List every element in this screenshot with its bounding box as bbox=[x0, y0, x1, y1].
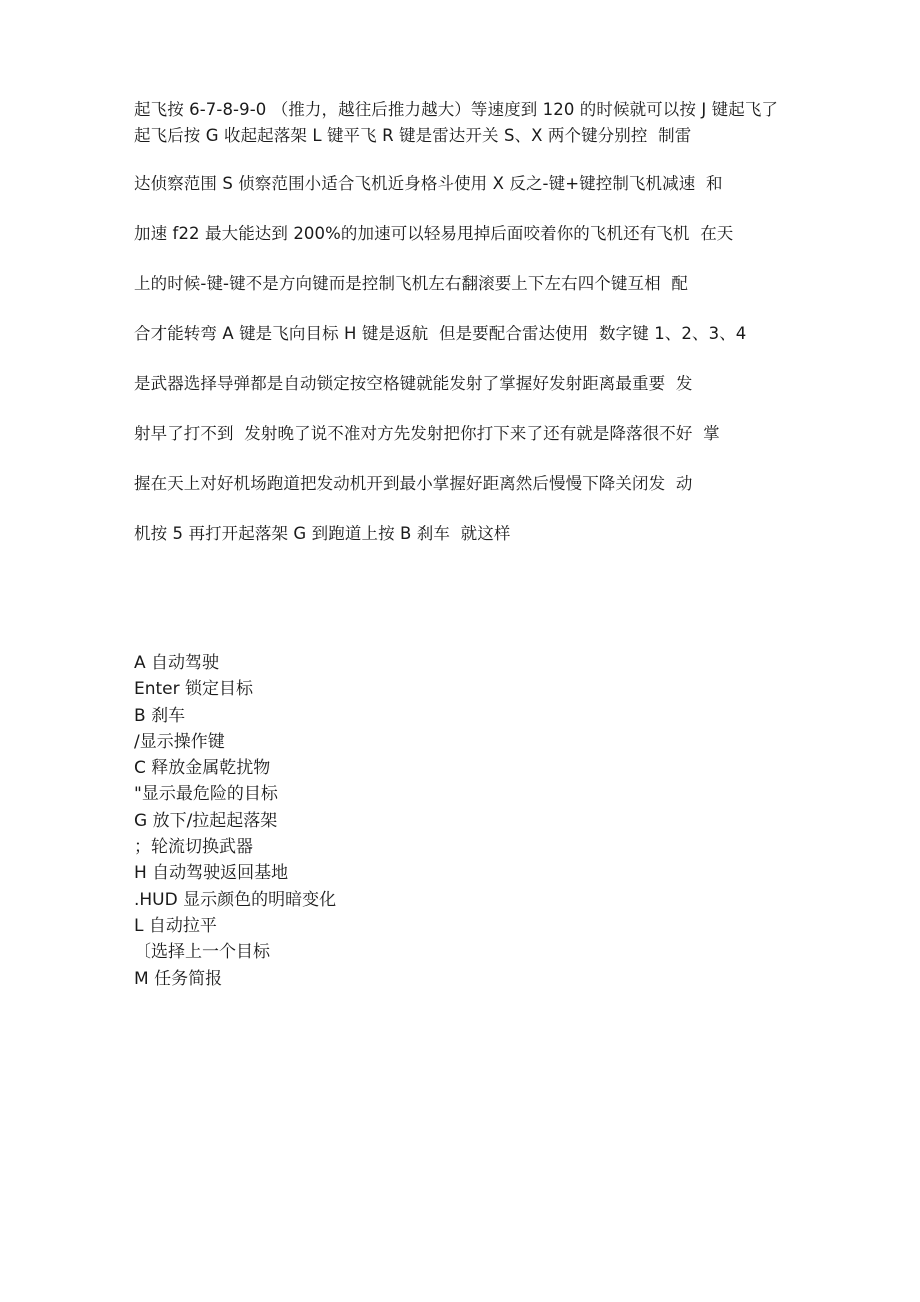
list-item: Enter 锁定目标 bbox=[134, 679, 254, 700]
list-item: C 释放金属乾扰物 bbox=[134, 758, 271, 779]
list-item: M 任务简报 bbox=[134, 968, 223, 989]
paragraph: 机按 5 再打开起落架 G 到跑道上按 B 刹车 就这样 bbox=[134, 524, 511, 543]
paragraph: 射早了打不到 发射晚了说不准对方先发射把你打下来了还有就是降落很不好 掌 bbox=[134, 424, 720, 443]
list-item: .HUD 显示颜色的明暗变化 bbox=[134, 889, 337, 910]
list-item: A 自动驾驶 bbox=[134, 653, 220, 673]
paragraph: 起飞按 6-7-8-9-0 （推力，越往后推力越大）等速度到 120 的时候就可以按 J 键起飞了起飞后按 G 收起起落架 L 键平飞 R 键是雷达开关 S、X 两个键分别控 制雷 bbox=[134, 100, 779, 145]
list-item: G 放下/拉起起落架 bbox=[134, 810, 278, 831]
paragraph: 握在天上对好机场跑道把发动机开到最小掌握好距离然后慢慢下降关闭发 动 bbox=[134, 474, 693, 493]
list-item: B 刹车 bbox=[134, 705, 186, 726]
list-item: ；轮流切换武器 bbox=[134, 837, 253, 858]
list-item: L 自动拉平 bbox=[134, 915, 217, 936]
key-list bbox=[134, 650, 534, 992]
list-item: "显示最危险的目标 bbox=[134, 784, 278, 805]
paragraph: 合才能转弯 A 键是飞向目标 H 键是返航 但是要配合雷达使用 数字键 1、2、3、4 bbox=[134, 324, 747, 343]
paragraph: 达侦察范围 S 侦察范围小适合飞机近身格斗使用 X 反之-键+键控制飞机减速 和 bbox=[134, 174, 723, 193]
list-item: H 自动驾驶返回基地 bbox=[134, 863, 289, 884]
list-item: 〔选择上一个目标 bbox=[134, 942, 270, 963]
paragraph: 是武器选择导弹都是自动锁定按空格键就能发射了掌握好发射距离最重要 发 bbox=[134, 374, 693, 393]
paragraph: 上的时候-键-键不是方向键而是控制飞机左右翻滚要上下左右四个键互相 配 bbox=[134, 274, 688, 293]
paragraph: 加速 f22 最大能达到 200%的加速可以轻易甩掉后面咬着你的飞机还有飞机 在天 bbox=[134, 224, 734, 243]
list-item: /显示操作键 bbox=[134, 731, 225, 752]
instructions-section bbox=[134, 97, 794, 571]
